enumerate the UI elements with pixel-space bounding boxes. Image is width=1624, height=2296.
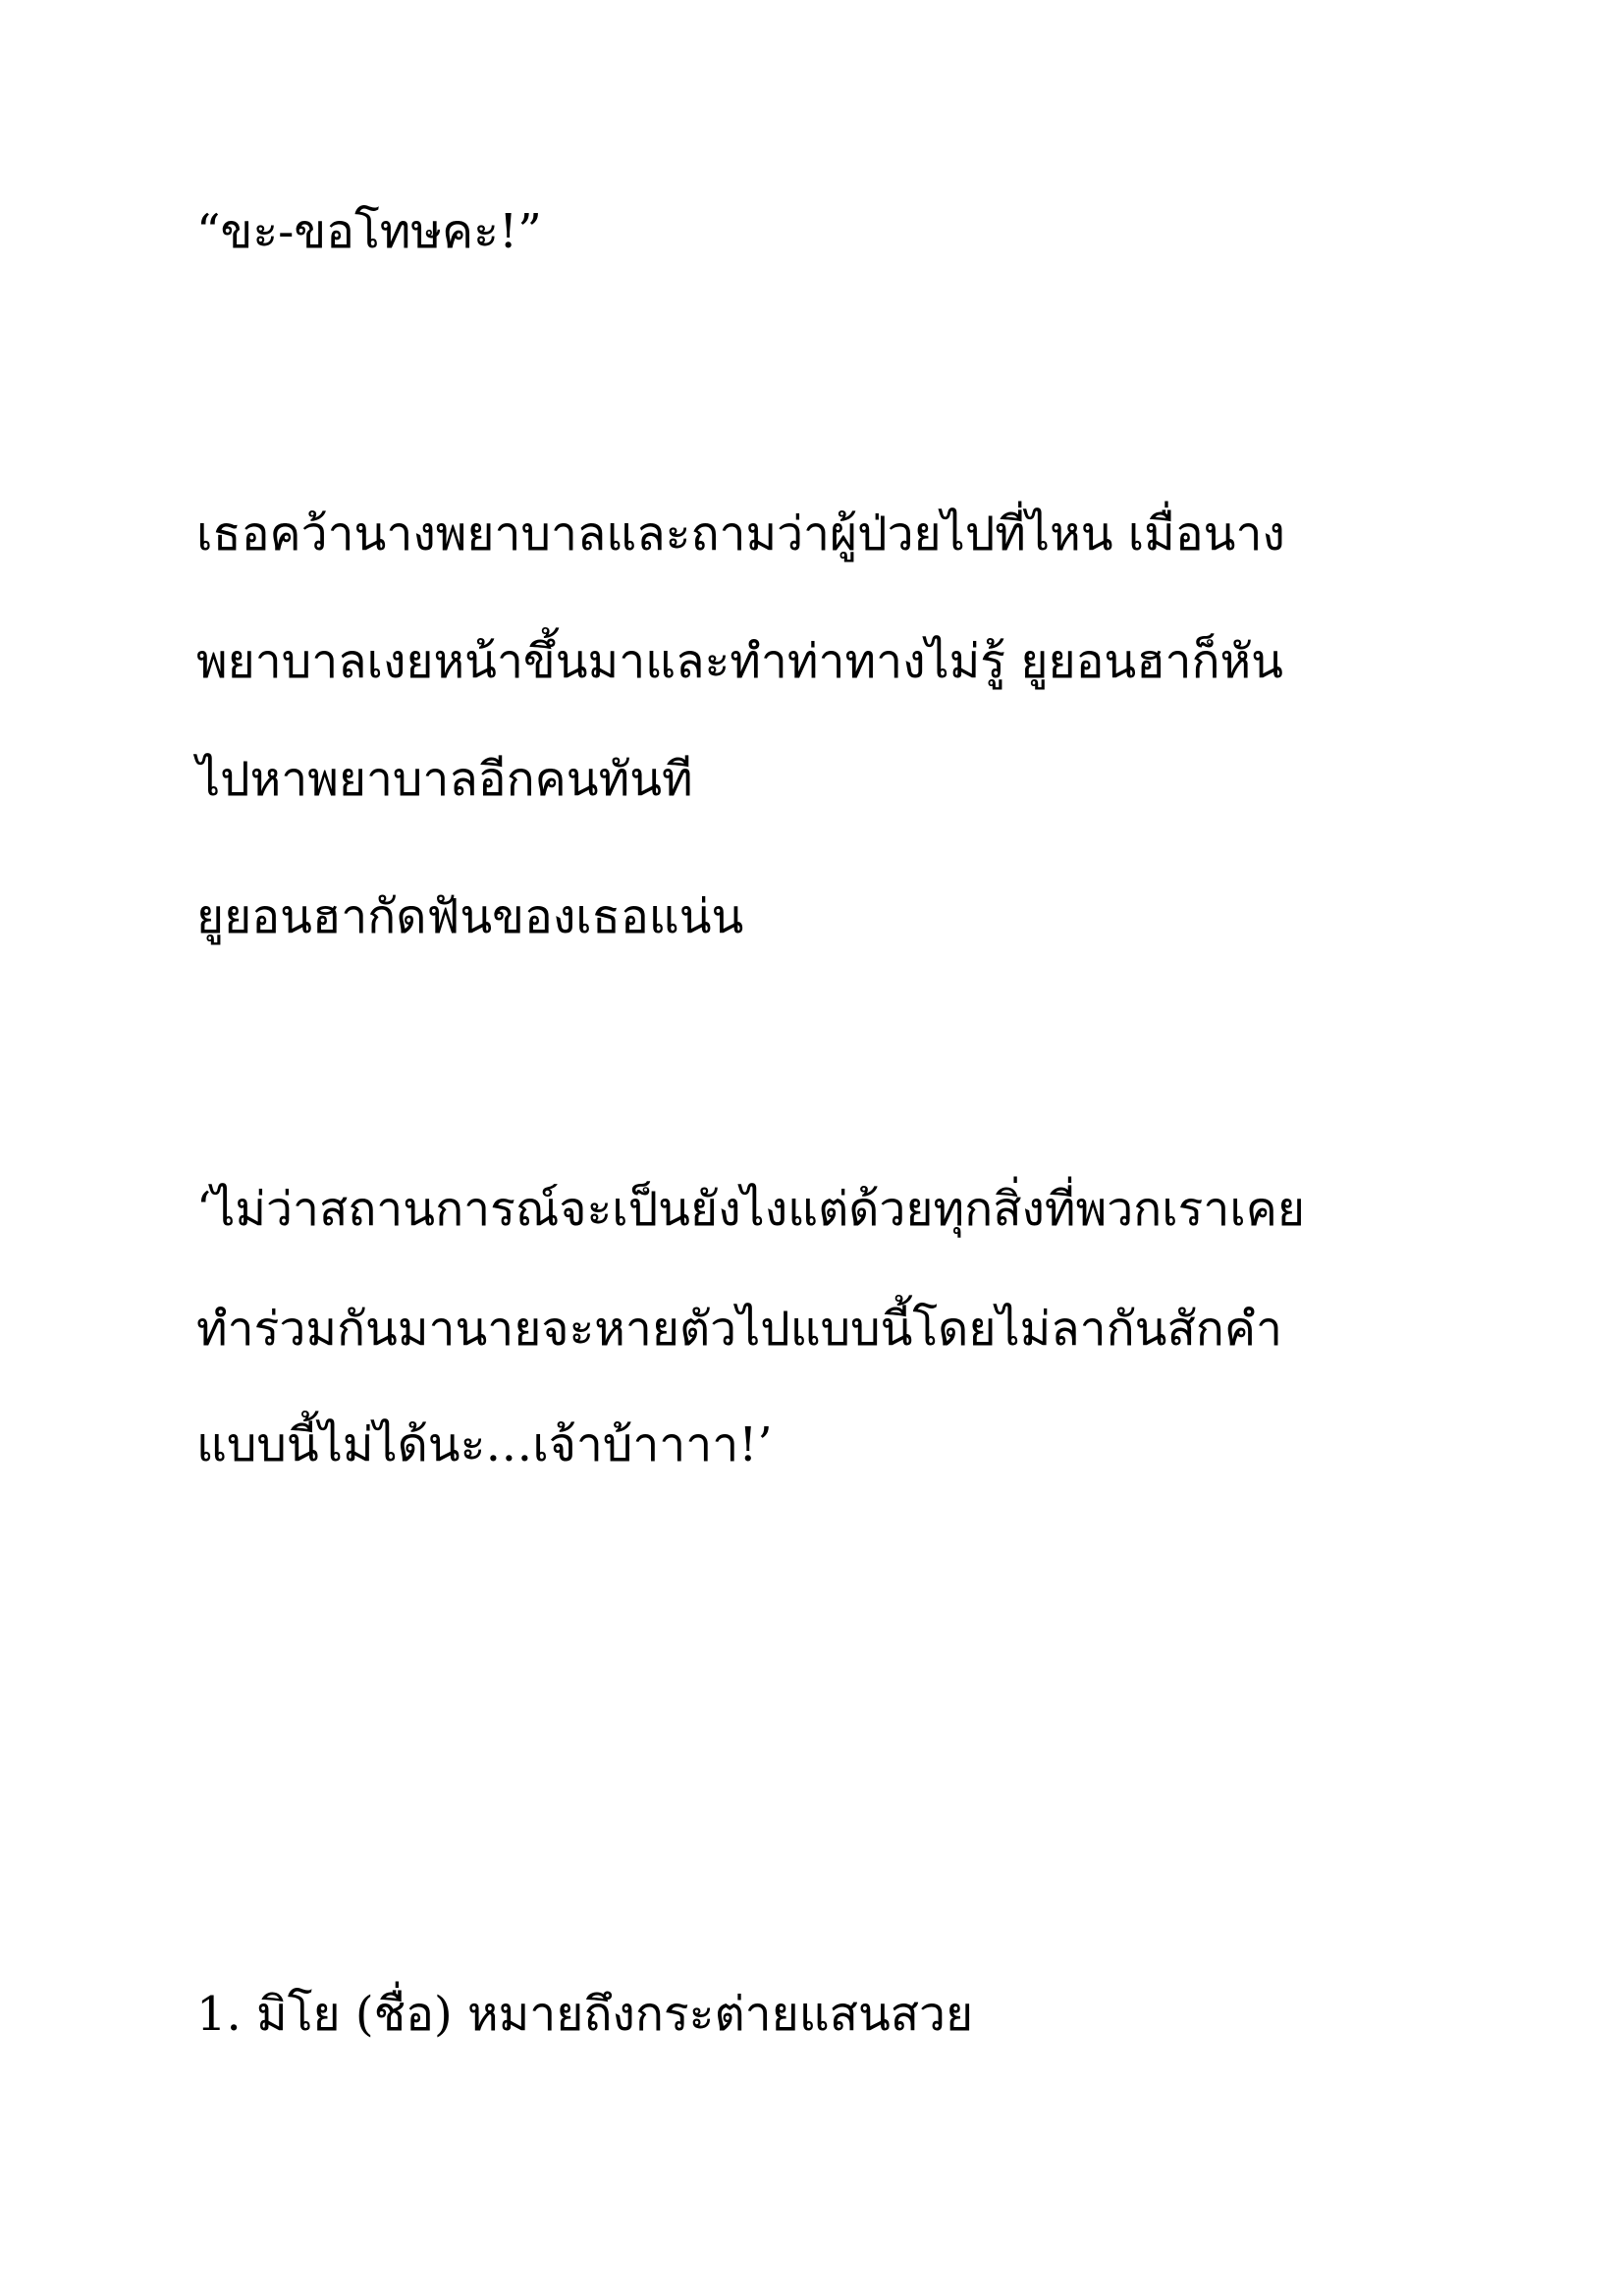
thought-line-3: แบบนี้ไม่ได้นะ…เจ้าบ้าาาา!’ [196,1417,773,1472]
paragraph-line: ยูยอนฮากัดฟันของเธอแน่น [196,889,744,944]
paragraph-line-1: เธอคว้านางพยาบาลและถามว่าผู้ป่วยไปที่ไหน เมื่อนาง [196,507,1285,561]
paragraph-line-3: ไปหาพยาบาลอีกคนทันที [196,752,693,807]
thought-line-1: ‘ไม่ว่าสถานการณ์จะเป็นยังไงแต่ด้วยทุกสิ่งที่พวกเราเคย [196,1182,1306,1237]
paragraph-line-2: พยาบาลเงยหน้าขึ้นมาและทำท่าทางไม่รู้ ยูยอนฮาก็หัน [196,634,1283,689]
thought-line-2: ทำร่วมกันมานายจะหายตัวไปแบบนี้โดยไม่ลากันสักคำ [196,1302,1282,1357]
footnote: 1. มิโย (ชื่อ) หมายถึงกระต่ายแสนสวย [196,1987,974,2042]
dialogue-line: “ขะ-ขอโทษคะ!” [196,204,542,259]
